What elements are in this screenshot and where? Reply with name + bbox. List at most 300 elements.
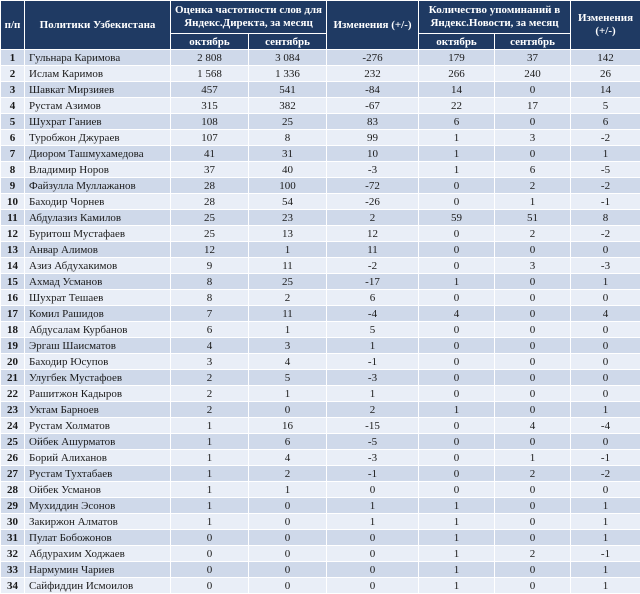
- frequency-october: 0: [171, 546, 249, 562]
- mentions-change: 5: [571, 98, 640, 114]
- table-row: [1, 98, 640, 114]
- mentions-change: 4: [571, 306, 640, 322]
- frequency-september: 11: [249, 258, 327, 274]
- mentions-september: 0: [495, 114, 571, 130]
- mentions-september: 3: [495, 258, 571, 274]
- table-row: [1, 146, 640, 162]
- frequency-change: 0: [327, 482, 419, 498]
- header-frequency-september: сентябрь: [249, 34, 327, 50]
- mentions-september: 0: [495, 402, 571, 418]
- frequency-september: 6: [249, 434, 327, 450]
- header-yandex-direct-frequency: Оценка частотности слов для Яндекс.Директа, за месяц: [171, 1, 327, 34]
- mentions-september: 0: [495, 338, 571, 354]
- mentions-change: 0: [571, 242, 640, 258]
- frequency-change: 0: [327, 546, 419, 562]
- politician-name: Рустам Тухтабаев: [25, 466, 171, 482]
- frequency-september: 4: [249, 450, 327, 466]
- frequency-september: 3 084: [249, 50, 327, 66]
- table-row: [1, 498, 640, 514]
- mentions-october: 4: [419, 306, 495, 322]
- frequency-change: 1: [327, 338, 419, 354]
- table-row: [1, 354, 640, 370]
- frequency-september: 13: [249, 226, 327, 242]
- mentions-september: 0: [495, 482, 571, 498]
- mentions-september: 2: [495, 466, 571, 482]
- mentions-september: 0: [495, 434, 571, 450]
- politician-name: Ислам Каримов: [25, 66, 171, 82]
- row-number: 27: [1, 466, 25, 482]
- frequency-october: 6: [171, 322, 249, 338]
- frequency-october: 9: [171, 258, 249, 274]
- frequency-change: -3: [327, 162, 419, 178]
- mentions-october: 1: [419, 162, 495, 178]
- row-number: 26: [1, 450, 25, 466]
- mentions-september: 3: [495, 130, 571, 146]
- politician-name: Абдурахим Ходжаев: [25, 546, 171, 562]
- frequency-october: 37: [171, 162, 249, 178]
- frequency-september: 1: [249, 482, 327, 498]
- mentions-change: 0: [571, 370, 640, 386]
- mentions-october: 1: [419, 562, 495, 578]
- table-row: [1, 306, 640, 322]
- mentions-september: 37: [495, 50, 571, 66]
- frequency-september: 23: [249, 210, 327, 226]
- mentions-change: 0: [571, 338, 640, 354]
- frequency-october: 457: [171, 82, 249, 98]
- frequency-october: 1: [171, 418, 249, 434]
- table-row: [1, 434, 640, 450]
- mentions-change: 0: [571, 434, 640, 450]
- frequency-september: 0: [249, 546, 327, 562]
- table-row: [1, 386, 640, 402]
- mentions-change: -1: [571, 194, 640, 210]
- mentions-september: 0: [495, 274, 571, 290]
- row-number: 15: [1, 274, 25, 290]
- mentions-september: 0: [495, 578, 571, 594]
- table-row: [1, 338, 640, 354]
- row-number: 9: [1, 178, 25, 194]
- table-row: [1, 210, 640, 226]
- row-number: 4: [1, 98, 25, 114]
- frequency-change: -1: [327, 466, 419, 482]
- table-body: [1, 50, 640, 594]
- mentions-september: 51: [495, 210, 571, 226]
- table-row: [1, 130, 640, 146]
- frequency-october: 1: [171, 514, 249, 530]
- mentions-october: 266: [419, 66, 495, 82]
- mentions-october: 22: [419, 98, 495, 114]
- row-number: 11: [1, 210, 25, 226]
- mentions-october: 0: [419, 258, 495, 274]
- row-number: 13: [1, 242, 25, 258]
- politician-name: Закиржон Алматов: [25, 514, 171, 530]
- frequency-october: 2: [171, 402, 249, 418]
- table-row: [1, 530, 640, 546]
- frequency-change: 2: [327, 210, 419, 226]
- politician-name: Рашитжон Кадыров: [25, 386, 171, 402]
- frequency-october: 1 568: [171, 66, 249, 82]
- frequency-change: -276: [327, 50, 419, 66]
- politician-name: Эргаш Шаисматов: [25, 338, 171, 354]
- mentions-october: 0: [419, 290, 495, 306]
- row-number: 10: [1, 194, 25, 210]
- politician-name: Владимир Норов: [25, 162, 171, 178]
- table-row: [1, 178, 640, 194]
- mentions-change: 0: [571, 322, 640, 338]
- frequency-september: 0: [249, 530, 327, 546]
- row-number: 25: [1, 434, 25, 450]
- header-yandex-news-mentions: Количество упоминаний в Яндекс.Новости, за месяц: [419, 1, 571, 34]
- frequency-september: 1: [249, 242, 327, 258]
- table-row: [1, 50, 640, 66]
- row-number: 6: [1, 130, 25, 146]
- mentions-september: 0: [495, 514, 571, 530]
- frequency-september: 8: [249, 130, 327, 146]
- mentions-october: 0: [419, 226, 495, 242]
- frequency-change: 2: [327, 402, 419, 418]
- frequency-september: 3: [249, 338, 327, 354]
- frequency-october: 315: [171, 98, 249, 114]
- frequency-october: 12: [171, 242, 249, 258]
- politician-name: Ахмад Усманов: [25, 274, 171, 290]
- frequency-october: 4: [171, 338, 249, 354]
- mentions-october: 179: [419, 50, 495, 66]
- mentions-september: 0: [495, 386, 571, 402]
- mentions-october: 14: [419, 82, 495, 98]
- mentions-october: 1: [419, 514, 495, 530]
- mentions-september: 0: [495, 498, 571, 514]
- row-number: 24: [1, 418, 25, 434]
- frequency-october: 107: [171, 130, 249, 146]
- frequency-october: 7: [171, 306, 249, 322]
- frequency-october: 2: [171, 386, 249, 402]
- politician-name: Шавкат Мирзияев: [25, 82, 171, 98]
- frequency-september: 0: [249, 514, 327, 530]
- frequency-september: 25: [249, 274, 327, 290]
- table-row: [1, 514, 640, 530]
- mentions-change: 0: [571, 482, 640, 498]
- politician-name: Улугбек Мустафоев: [25, 370, 171, 386]
- politician-name: Борий Алиханов: [25, 450, 171, 466]
- politician-name: Сайфиддин Исмоилов: [25, 578, 171, 594]
- frequency-change: 0: [327, 530, 419, 546]
- frequency-change: 1: [327, 514, 419, 530]
- frequency-change: -17: [327, 274, 419, 290]
- table-row: [1, 466, 640, 482]
- frequency-october: 0: [171, 530, 249, 546]
- table-row: [1, 578, 640, 594]
- frequency-september: 54: [249, 194, 327, 210]
- frequency-october: 0: [171, 562, 249, 578]
- politician-name: Диором Ташмухамедова: [25, 146, 171, 162]
- mentions-october: 1: [419, 130, 495, 146]
- frequency-change: -15: [327, 418, 419, 434]
- politician-name: Нармумин Чариев: [25, 562, 171, 578]
- frequency-change: -26: [327, 194, 419, 210]
- mentions-october: 0: [419, 338, 495, 354]
- mentions-september: 0: [495, 322, 571, 338]
- frequency-september: 11: [249, 306, 327, 322]
- row-number: 7: [1, 146, 25, 162]
- row-number: 30: [1, 514, 25, 530]
- mentions-october: 0: [419, 434, 495, 450]
- table-row: [1, 322, 640, 338]
- frequency-september: 4: [249, 354, 327, 370]
- header-mentions-change: Изменения (+/-): [571, 1, 640, 50]
- mentions-change: 1: [571, 402, 640, 418]
- mentions-september: 6: [495, 162, 571, 178]
- mentions-october: 1: [419, 402, 495, 418]
- mentions-october: 0: [419, 418, 495, 434]
- row-number: 19: [1, 338, 25, 354]
- row-number: 17: [1, 306, 25, 322]
- mentions-change: 26: [571, 66, 640, 82]
- table-row: [1, 482, 640, 498]
- table-row: [1, 290, 640, 306]
- mentions-october: 1: [419, 274, 495, 290]
- frequency-change: 12: [327, 226, 419, 242]
- row-number: 21: [1, 370, 25, 386]
- mentions-october: 1: [419, 578, 495, 594]
- frequency-september: 40: [249, 162, 327, 178]
- mentions-october: 59: [419, 210, 495, 226]
- frequency-change: -5: [327, 434, 419, 450]
- mentions-october: 1: [419, 546, 495, 562]
- mentions-october: 0: [419, 370, 495, 386]
- politician-name: Азиз Абдухакимов: [25, 258, 171, 274]
- row-number: 33: [1, 562, 25, 578]
- header-mentions-october: октябрь: [419, 34, 495, 50]
- table-row: [1, 194, 640, 210]
- frequency-october: 2 808: [171, 50, 249, 66]
- row-number: 23: [1, 402, 25, 418]
- frequency-change: 83: [327, 114, 419, 130]
- frequency-october: 25: [171, 226, 249, 242]
- frequency-change: -84: [327, 82, 419, 98]
- politician-name: Баходир Юсупов: [25, 354, 171, 370]
- table-row: [1, 82, 640, 98]
- header-frequency-change: Изменения (+/-): [327, 1, 419, 50]
- row-number: 5: [1, 114, 25, 130]
- frequency-october: 8: [171, 274, 249, 290]
- frequency-september: 1: [249, 386, 327, 402]
- frequency-october: 25: [171, 210, 249, 226]
- frequency-october: 28: [171, 178, 249, 194]
- table-row: [1, 258, 640, 274]
- politician-name: Буритош Мустафаев: [25, 226, 171, 242]
- politician-name: Баходир Чорнев: [25, 194, 171, 210]
- table-row: [1, 226, 640, 242]
- frequency-change: 1: [327, 386, 419, 402]
- frequency-october: 3: [171, 354, 249, 370]
- mentions-september: 2: [495, 178, 571, 194]
- frequency-october: 0: [171, 578, 249, 594]
- mentions-september: 2: [495, 546, 571, 562]
- mentions-september: 240: [495, 66, 571, 82]
- table-row: [1, 402, 640, 418]
- frequency-october: 28: [171, 194, 249, 210]
- mentions-change: 0: [571, 290, 640, 306]
- frequency-change: -72: [327, 178, 419, 194]
- mentions-september: 1: [495, 194, 571, 210]
- mentions-october: 0: [419, 386, 495, 402]
- row-number: 16: [1, 290, 25, 306]
- mentions-september: 0: [495, 290, 571, 306]
- mentions-october: 0: [419, 482, 495, 498]
- frequency-september: 16: [249, 418, 327, 434]
- frequency-september: 0: [249, 402, 327, 418]
- frequency-september: 0: [249, 498, 327, 514]
- table-row: [1, 242, 640, 258]
- frequency-september: 541: [249, 82, 327, 98]
- politician-name: Уктам Барноев: [25, 402, 171, 418]
- row-number: 2: [1, 66, 25, 82]
- frequency-september: 5: [249, 370, 327, 386]
- mentions-change: 1: [571, 146, 640, 162]
- frequency-change: 10: [327, 146, 419, 162]
- politician-name: Ойбек Ашурматов: [25, 434, 171, 450]
- frequency-change: -3: [327, 370, 419, 386]
- politician-name: Файзулла Муллажанов: [25, 178, 171, 194]
- mentions-change: -2: [571, 466, 640, 482]
- frequency-september: 0: [249, 578, 327, 594]
- row-number: 12: [1, 226, 25, 242]
- mentions-change: 14: [571, 82, 640, 98]
- frequency-september: 31: [249, 146, 327, 162]
- frequency-september: 2: [249, 466, 327, 482]
- mentions-september: 17: [495, 98, 571, 114]
- mentions-october: 1: [419, 146, 495, 162]
- table-row: [1, 370, 640, 386]
- mentions-october: 1: [419, 498, 495, 514]
- frequency-september: 1 336: [249, 66, 327, 82]
- mentions-october: 0: [419, 322, 495, 338]
- mentions-change: 1: [571, 578, 640, 594]
- politician-name: Абдусалам Курбанов: [25, 322, 171, 338]
- mentions-september: 4: [495, 418, 571, 434]
- row-number: 1: [1, 50, 25, 66]
- mentions-change: 1: [571, 498, 640, 514]
- politician-name: Шухрат Ганиев: [25, 114, 171, 130]
- frequency-change: -67: [327, 98, 419, 114]
- row-number: 32: [1, 546, 25, 562]
- mentions-change: 1: [571, 274, 640, 290]
- row-number: 29: [1, 498, 25, 514]
- frequency-change: 232: [327, 66, 419, 82]
- mentions-change: 1: [571, 530, 640, 546]
- frequency-september: 100: [249, 178, 327, 194]
- mentions-change: -1: [571, 450, 640, 466]
- mentions-october: 0: [419, 194, 495, 210]
- mentions-october: 6: [419, 114, 495, 130]
- mentions-change: -5: [571, 162, 640, 178]
- frequency-change: -1: [327, 354, 419, 370]
- table-row: [1, 450, 640, 466]
- mentions-october: 0: [419, 354, 495, 370]
- mentions-october: 0: [419, 242, 495, 258]
- row-number: 8: [1, 162, 25, 178]
- politician-name: Ойбек Усманов: [25, 482, 171, 498]
- header-frequency-october: октябрь: [171, 34, 249, 50]
- frequency-change: 99: [327, 130, 419, 146]
- frequency-change: 0: [327, 562, 419, 578]
- frequency-change: 11: [327, 242, 419, 258]
- frequency-change: 5: [327, 322, 419, 338]
- politician-name: Туробжон Джураев: [25, 130, 171, 146]
- mentions-change: 0: [571, 354, 640, 370]
- frequency-change: -4: [327, 306, 419, 322]
- row-number: 18: [1, 322, 25, 338]
- mentions-change: -3: [571, 258, 640, 274]
- mentions-change: 8: [571, 210, 640, 226]
- politician-name: Мухиддин Эсонов: [25, 498, 171, 514]
- mentions-october: 0: [419, 466, 495, 482]
- frequency-october: 1: [171, 466, 249, 482]
- mentions-september: 1: [495, 450, 571, 466]
- row-number: 22: [1, 386, 25, 402]
- mentions-september: 0: [495, 370, 571, 386]
- mentions-change: -2: [571, 178, 640, 194]
- row-number: 14: [1, 258, 25, 274]
- mentions-change: -1: [571, 546, 640, 562]
- row-number: 34: [1, 578, 25, 594]
- table-row: [1, 274, 640, 290]
- mentions-change: 6: [571, 114, 640, 130]
- mentions-october: 0: [419, 450, 495, 466]
- politician-name: Абдулазиз Камилов: [25, 210, 171, 226]
- table-row: [1, 418, 640, 434]
- frequency-october: 2: [171, 370, 249, 386]
- header-number: п/п: [1, 1, 25, 50]
- politician-name: Рустам Холматов: [25, 418, 171, 434]
- table-row: [1, 162, 640, 178]
- frequency-change: -2: [327, 258, 419, 274]
- frequency-september: 0: [249, 562, 327, 578]
- row-number: 3: [1, 82, 25, 98]
- mentions-change: 0: [571, 386, 640, 402]
- frequency-september: 1: [249, 322, 327, 338]
- row-number: 31: [1, 530, 25, 546]
- mentions-september: 2: [495, 226, 571, 242]
- frequency-change: 0: [327, 578, 419, 594]
- politician-name: Анвар Алимов: [25, 242, 171, 258]
- header-mentions-september: сентябрь: [495, 34, 571, 50]
- table-row: [1, 562, 640, 578]
- frequency-october: 1: [171, 498, 249, 514]
- mentions-change: 142: [571, 50, 640, 66]
- row-number: 20: [1, 354, 25, 370]
- mentions-change: -2: [571, 130, 640, 146]
- mentions-september: 0: [495, 146, 571, 162]
- row-number: 28: [1, 482, 25, 498]
- mentions-september: 0: [495, 530, 571, 546]
- politician-name: Гульнара Каримова: [25, 50, 171, 66]
- politician-name: Пулат Бобожонов: [25, 530, 171, 546]
- mentions-september: 0: [495, 306, 571, 322]
- mentions-change: -2: [571, 226, 640, 242]
- frequency-change: -3: [327, 450, 419, 466]
- table-row: [1, 66, 640, 82]
- frequency-october: 1: [171, 434, 249, 450]
- frequency-october: 1: [171, 482, 249, 498]
- frequency-october: 108: [171, 114, 249, 130]
- frequency-october: 41: [171, 146, 249, 162]
- mentions-september: 0: [495, 242, 571, 258]
- frequency-september: 2: [249, 290, 327, 306]
- frequency-september: 25: [249, 114, 327, 130]
- mentions-change: -4: [571, 418, 640, 434]
- table-row: [1, 546, 640, 562]
